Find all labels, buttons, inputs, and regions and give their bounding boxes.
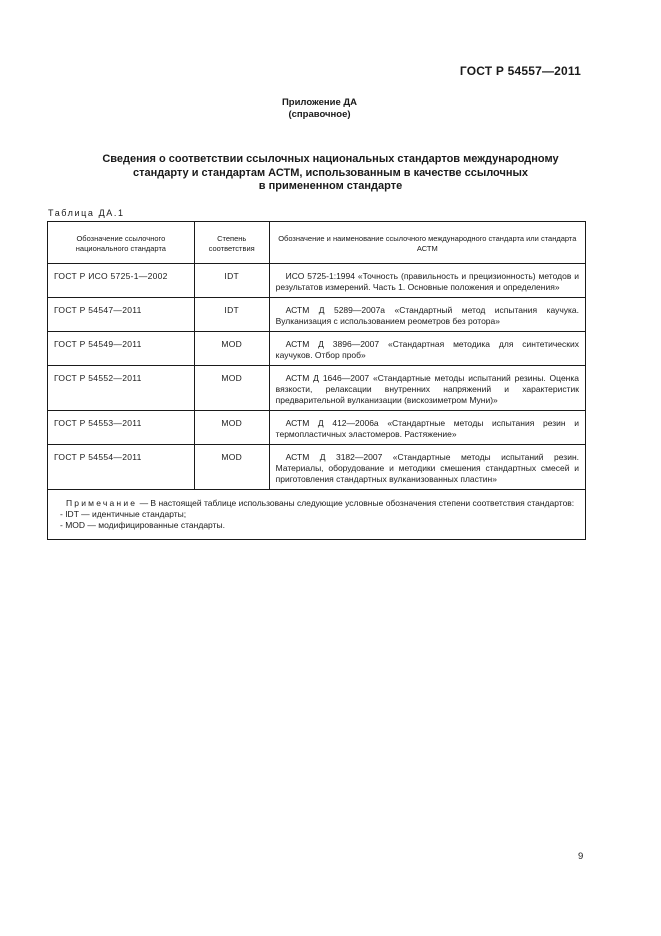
table-header-row xyxy=(48,222,586,264)
description-text: АСТМ Д 3896—2007 «Стандартная методика для синтетических каучуков. Отбор проб» xyxy=(275,339,579,360)
note-item: - IDT — идентичные стандарты; xyxy=(60,509,187,519)
cell-description xyxy=(269,298,585,332)
note-label: Примечание xyxy=(66,498,138,508)
cell-degree: MOD xyxy=(194,411,269,445)
cell-standard: ГОСТ Р 54547—2011 xyxy=(48,298,195,332)
table-note-row xyxy=(48,490,586,540)
description-text: АСТМ Д 5289—2007а «Стандартный метод испытания каучука. Вулканизация с использованием реометров без ротора» xyxy=(275,305,579,326)
cell-degree: IDT xyxy=(194,298,269,332)
header-national-standard: Обозначение ссылочного национального стандарта xyxy=(48,222,195,264)
cell-description xyxy=(269,366,585,411)
table-row xyxy=(48,264,586,298)
cell-description xyxy=(269,411,585,445)
description-text: АСТМ Д 3182—2007 «Стандартные методы испытаний резин. Материалы, оборудование и методики смешения стандартных смесей и приготовления стандартных вулканизованных пластин» xyxy=(275,452,579,484)
note-paragraph xyxy=(54,498,579,509)
section-title-line: стандарту и стандартам АСТМ, использованным в качестве ссылочных xyxy=(132,166,529,179)
table-row xyxy=(48,411,586,445)
cell-degree: MOD xyxy=(194,445,269,490)
appendix-subtitle: (справочное) xyxy=(288,109,351,120)
header-international-standard: Обозначение и наименование ссылочного международного стандарта или стандарта АСТМ xyxy=(269,222,585,264)
cell-degree: MOD xyxy=(194,366,269,411)
appendix-title: Приложение ДА xyxy=(281,97,358,108)
cell-description xyxy=(269,445,585,490)
table-row xyxy=(48,298,586,332)
cell-degree: IDT xyxy=(194,264,269,298)
table-note xyxy=(48,490,586,540)
cell-description xyxy=(269,332,585,366)
table-row xyxy=(48,366,586,411)
note-item: - MOD — модифицированные стандарты. xyxy=(60,520,225,530)
appendix-heading xyxy=(0,97,661,121)
section-title-line: в примененном стандарте xyxy=(258,180,403,192)
cell-description xyxy=(269,264,585,298)
cell-standard: ГОСТ Р 54549—2011 xyxy=(48,332,195,366)
table-row xyxy=(48,332,586,366)
header-degree: Степень соответствия xyxy=(194,222,269,264)
section-title-line: Сведения о соответствии ссылочных национальных стандартов международному xyxy=(102,153,559,165)
description-text: АСТМ Д 412—2006а «Стандартные методы испытания резин и термопластичных эластомеров. Растяжение» xyxy=(275,418,579,439)
cell-degree: MOD xyxy=(194,332,269,366)
cell-standard: ГОСТ Р 54553—2011 xyxy=(48,411,195,445)
document-code: ГОСТ Р 54557—2011 xyxy=(459,64,581,78)
section-title xyxy=(60,153,601,194)
description-text: ИСО 5725-1:1994 «Точность (правильность и прецизионность) методов и результатов измерений. Часть 1. Основные положения и определения» xyxy=(275,271,579,292)
cell-standard: ГОСТ Р 54552—2011 xyxy=(48,366,195,411)
table-row xyxy=(48,445,586,490)
cell-standard: ГОСТ Р ИСО 5725-1—2002 xyxy=(48,264,195,298)
page-number: 9 xyxy=(578,851,584,862)
note-text: — В настоящей таблице использованы следующие условные обозначения степени соответствия стандартов: xyxy=(137,498,575,508)
correspondence-table xyxy=(47,221,586,540)
cell-standard: ГОСТ Р 54554—2011 xyxy=(48,445,195,490)
table-caption: Таблица ДА.1 xyxy=(48,208,125,218)
description-text: АСТМ Д 1646—2007 «Стандартные методы испытаний резины. Оценка вязкости, релаксации внутренних напряжений и характеристик предварительной вулканизации (вискозиметром Муни)» xyxy=(275,373,579,405)
